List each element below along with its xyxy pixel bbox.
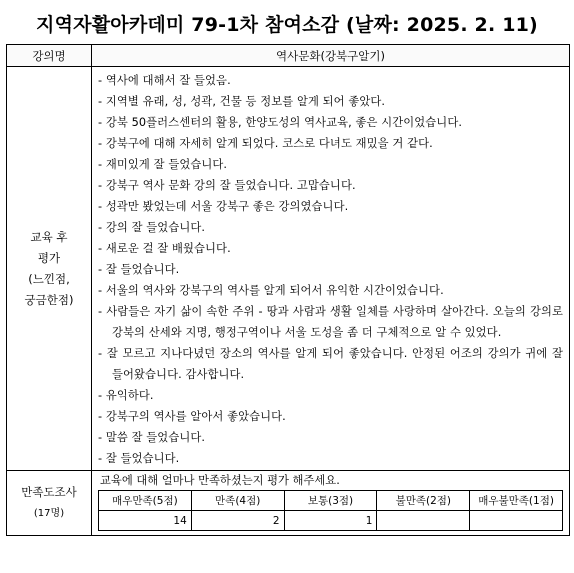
feedback-item: - 사람들은 자기 삶이 속한 주위 - 땅과 사람과 생활 일체를 사랑하며 살아간다. 오늘의 강의로 강북의 산세와 지명, 행정구역이나 서울 도성을 좀 더 구체적으로 알 수 있었다. — [98, 305, 563, 339]
evaluation-row — [7, 67, 570, 471]
feedback-item: - 강북구 역사 문화 강의 잘 들었습니다. 고맙습니다. — [98, 179, 356, 192]
feedback-table — [6, 44, 570, 536]
evaluation-label-line: 교육 후 — [30, 229, 68, 244]
feedback-item: - 말씀 잘 들었습니다. — [98, 431, 206, 444]
evaluation-label-line: 평가 — [37, 250, 61, 265]
rating-header: 불만족(2점) — [377, 491, 470, 511]
rating-header: 만족(4점) — [191, 491, 284, 511]
rating-header: 매우불만족(1점) — [470, 491, 563, 511]
evaluation-label-line: (느낀점, — [28, 271, 70, 286]
document-title: 지역자활아카데미 79-1차 참여소감 (날짜: 2025. 2. 11) — [36, 14, 538, 36]
feedback-list — [98, 70, 563, 469]
satisfaction-header-row — [99, 491, 563, 511]
rating-header: 보통(3점) — [284, 491, 377, 511]
rating-count: 14 — [99, 511, 192, 531]
rating-count — [377, 511, 470, 531]
rating-header: 매우만족(5점) — [99, 491, 192, 511]
satisfaction-table — [98, 490, 563, 531]
evaluation-content — [92, 67, 570, 471]
feedback-item: - 강의 잘 들었습니다. — [98, 221, 206, 234]
satisfaction-label-text: 만족도조사 — [21, 485, 77, 499]
rating-count: 2 — [191, 511, 284, 531]
feedback-item: - 서울의 역사와 강북구의 역사를 알게 되어서 유익한 시간이었습니다. — [98, 284, 444, 297]
survey-question: 교육에 대해 얼마나 만족하셨는지 평가 해주세요. — [100, 474, 340, 487]
rating-count — [470, 511, 563, 531]
feedback-item: - 강북 50플러스센터의 활용, 한양도성의 역사교육, 좋은 시간이었습니다. — [98, 116, 463, 129]
feedback-item: - 잘 들었습니다. — [98, 452, 180, 465]
satisfaction-row — [7, 471, 570, 536]
rating-count: 1 — [284, 511, 377, 531]
feedback-item: - 역사에 대해서 잘 들었음. — [98, 74, 231, 87]
satisfaction-label — [7, 471, 92, 536]
lecture-name-value: 역사문화(강북구알기) — [92, 45, 570, 67]
feedback-item: - 새로운 걸 잘 배웠습니다. — [98, 242, 231, 255]
feedback-item: - 강북구의 역사를 알아서 좋았습니다. — [98, 410, 286, 423]
feedback-item: - 강북구에 대해 자세히 알게 되었다. 코스로 다녀도 재밌을 거 같다. — [98, 137, 433, 150]
feedback-item: - 성곽만 봤었는데 서울 강북구 좋은 강의였습니다. — [98, 200, 349, 213]
evaluation-label-line: 궁금한점) — [24, 292, 74, 307]
satisfaction-content — [92, 471, 570, 536]
feedback-item: - 재미있게 잘 들었습니다. — [98, 158, 228, 171]
feedback-item: - 지역별 유래, 성, 성곽, 건물 등 정보를 알게 되어 좋았다. — [98, 95, 386, 108]
lecture-name-header: 강의명 — [7, 45, 92, 67]
feedback-item: - 잘 들었습니다. — [98, 263, 180, 276]
header-row — [7, 45, 570, 67]
evaluation-label — [7, 67, 92, 471]
feedback-item: - 잘 모르고 지나다녔던 장소의 역사를 알게 되어 좋았습니다. 안정된 어조의 강의가 귀에 잘 들어왔습니다. 감사합니다. — [98, 347, 563, 381]
satisfaction-value-row — [99, 511, 563, 531]
feedback-item: - 유익하다. — [98, 389, 154, 402]
respondent-count: (17명) — [33, 508, 65, 519]
